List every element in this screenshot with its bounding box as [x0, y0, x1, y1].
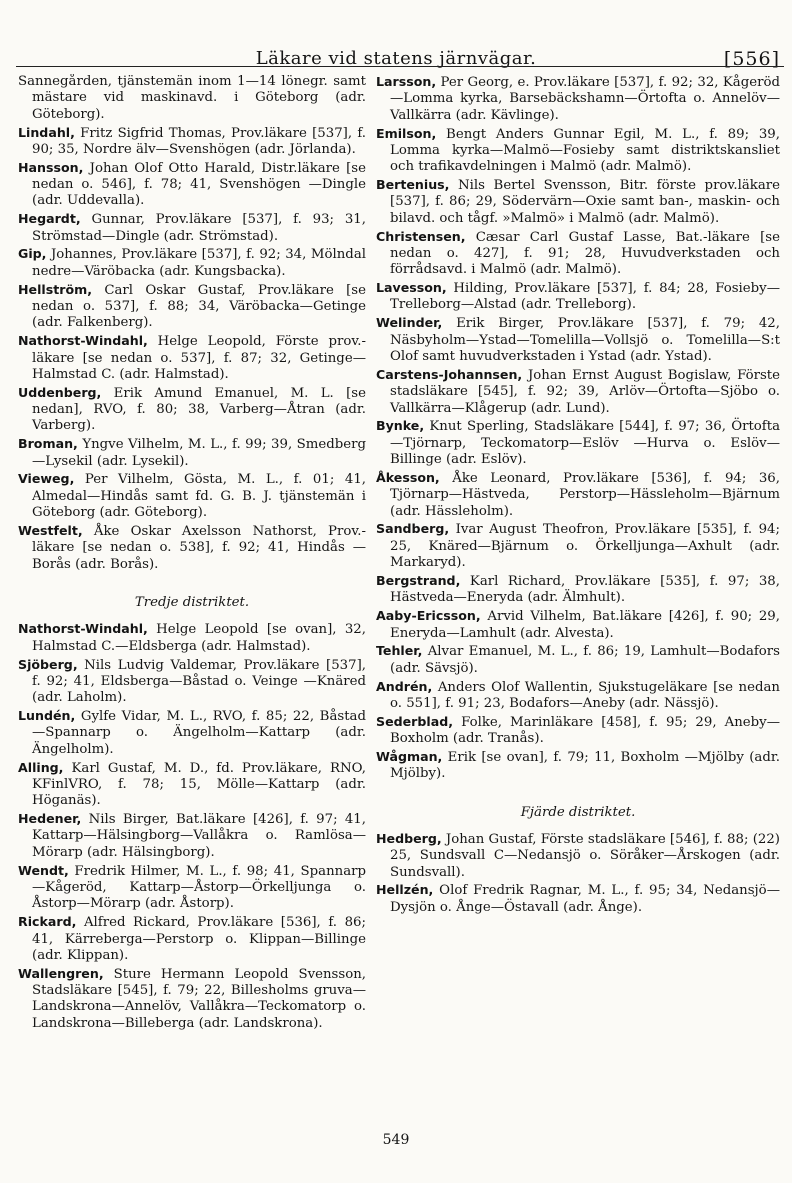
entry-text: Erik [se ovan], f. 79; 11, Boxholm —Mjölby (adr. Mjölby).	[390, 749, 780, 782]
entry-name: Christensen,	[376, 228, 466, 244]
entry-name: Hedener,	[18, 811, 82, 827]
entry-name: Westfelt,	[18, 522, 83, 538]
entry-text: Per Vilhelm, Gösta, M. L., f. 01; 41, Almedal—Hindås samt fd. G. B. J. tjänstemän i Göteborg (adr. Göteborg).	[32, 472, 366, 521]
entry-name: Nathorst-Windahl,	[18, 333, 148, 349]
entry-name: Tehler,	[376, 643, 423, 659]
entry	[376, 679, 780, 713]
entry	[18, 708, 366, 758]
entry-name: Lavesson,	[376, 280, 447, 296]
entry-list-a	[376, 74, 780, 783]
entry-text: Fredrik Hilmer, M. L., f. 98; 41, Spannarp—Kågeröd, Kattarp—Åstorp—Örkelljunga o. Åstorp—Mörarp (adr. Åstorp).	[32, 863, 366, 912]
entry-text: Karl Gustaf, M. D., fd. Prov.läkare, RNO, KFinlVRO, f. 78; 15, Mölle—Kattarp (adr. Höganäs).	[32, 760, 366, 809]
entry	[18, 966, 366, 1032]
entry	[18, 811, 366, 861]
entry-name: Åkesson,	[376, 469, 440, 485]
entry-text: Helge Leopold [se ovan], 32, Halmstad C.—Eldsberga (adr. Halmstad).	[32, 622, 366, 654]
entry	[18, 760, 366, 810]
entry	[18, 74, 366, 123]
entry-name: Wendt,	[18, 862, 69, 878]
entry-text: Erik Birger, Prov.läkare [537], f. 79; 42, Näsbyholm—Ystad—Tomelilla—Vollsjö o. Tomelilla—S:t Olof samt huvudverkstaden i Ystad (adr. Ystad).	[390, 316, 780, 364]
entry-name: Sjöberg,	[18, 656, 78, 672]
entry-name: Bynke,	[376, 418, 425, 434]
entry-text: Sannegården, tjänstemän inom 1—14 lönegr. samt mästare vid maskinavd. i Göteborg (adr. Göteborg).	[18, 74, 366, 122]
entry-list-b	[376, 831, 780, 916]
entry-text: Folke, Marinläkare [458], f. 95; 29, Aneby—Boxholm (adr. Tranås).	[390, 714, 780, 747]
entry-name: Andrén,	[376, 678, 433, 694]
entry-name: Bergstrand,	[376, 572, 461, 588]
entry-text: Karl Richard, Prov.läkare [535], f. 97; 38, Hästveda—Eneryda (adr. Älmhult).	[390, 573, 780, 606]
entry-name: Aaby-Ericsson,	[376, 608, 481, 624]
entry-text: Nils Birger, Bat.läkare [426], f. 97; 41, Kattarp—Hälsingborg—Vallåkra o. Ramlösa—Mörarp (adr. Hälsingborg).	[32, 812, 366, 860]
entry	[18, 914, 366, 964]
entry	[18, 160, 366, 210]
entry-text: Erik Amund Emanuel, M. L. [se nedan], RVO, f. 80; 38, Varberg—Åtran (adr. Varberg).	[32, 385, 366, 434]
entry-name: Carstens-Johannsen,	[376, 366, 523, 382]
entry-text: Åke Leonard, Prov.läkare [536], f. 94; 36, Tjörnarp—Hästveda, Perstorp—Hässleholm—Bjärnum (adr. Hässleholm).	[390, 470, 780, 519]
entry-text: Gylfe Vidar, M. L., RVO, f. 85; 22, Båstad—Spannarp o. Ängelholm—Kattarp (adr. Ängelholm).	[32, 709, 366, 757]
entry-name: Hedberg,	[376, 830, 442, 846]
entry-name: Hellzén,	[376, 882, 434, 898]
entry	[376, 74, 780, 124]
right-column	[376, 74, 780, 1114]
entry	[376, 229, 780, 279]
entry-name: Emilson,	[376, 125, 437, 141]
entry	[376, 418, 780, 468]
entry	[18, 246, 366, 280]
entry-text: Hilding, Prov.läkare [537], f. 84; 28, Fosieby—Trelleborg—Alstad (adr. Trelleborg).	[390, 281, 780, 313]
entry-text: Cæsar Carl Gustaf Lasse, Bat.-läkare [se nedan o. 427], f. 91; 28, Huvudverkstaden och förrådsavd. i Malmö (adr. Malmö).	[390, 229, 780, 278]
section-heading-tredje: Tredje distriktet.	[134, 594, 250, 610]
entry	[376, 643, 780, 677]
entry-text: Åke Oskar Axelsson Nathorst, Prov.-läkare [se nedan o. 538], f. 92; 41, Hindås —Borås (adr. Borås).	[32, 523, 366, 572]
entry	[376, 882, 780, 916]
entry	[18, 471, 366, 521]
entry	[18, 125, 366, 159]
entry-text: Sture Hermann Leopold Svensson, Stadsläkare [545], f. 79; 22, Billesholms gruva—Landskrona—Annelöv, Vallåkra—Teckomatorp o. Landskrona—Billeberga (adr. Landskrona).	[32, 966, 366, 1031]
entry-name: Welinder,	[376, 315, 443, 331]
entry-name: Hellström,	[18, 281, 93, 297]
entry-list-a	[18, 74, 366, 573]
entry	[18, 211, 366, 245]
entry-text: Alfred Rickard, Prov.läkare [536], f. 86; 41, Kärreberga—Perstorp o. Klippan—Billinge (adr. Klippan).	[32, 915, 366, 963]
entry-text: Fritz Sigfrid Thomas, Prov.läkare [537], f. 90; 35, Nordre älv—Svenshögen (adr. Jörlanda).	[32, 125, 366, 157]
left-column	[18, 74, 366, 1114]
entry-name: Hansson,	[18, 159, 84, 175]
entry	[376, 177, 780, 227]
entry	[376, 831, 780, 881]
entry-name: Wallengren,	[18, 965, 104, 981]
entry-name: Lundén,	[18, 708, 76, 724]
entry-text: Johan Gustaf, Förste stadsläkare [546], f. 88; (22) 25, Sundsvall C—Nedansjö o. Söråker—Årskogen (adr. Sundsvall).	[390, 831, 780, 880]
entry-name: Uddenberg,	[18, 384, 102, 400]
entry-name: Larsson,	[376, 74, 437, 89]
page-number: [556]	[723, 48, 780, 70]
entry-text: Yngve Vilhelm, M. L., f. 99; 39, Smedberg—Lysekil (adr. Lysekil).	[32, 437, 366, 469]
entry	[376, 280, 780, 314]
folio-number: 549	[382, 1132, 410, 1148]
entry	[18, 621, 366, 655]
entry-text: Olof Fredrik Ragnar, M. L., f. 95; 34, Nedansjö—Dysjön o. Ånge—Östavall (adr. Ånge).	[390, 883, 780, 915]
entry-text: Ivar August Theofron, Prov.läkare [535], f. 94; 25, Knäred—Bjärnum o. Örkelljunga—Axhult (adr. Markaryd).	[390, 522, 780, 571]
page-title: Läkare vid statens järnvägar.	[255, 48, 537, 69]
entry-text: Johannes, Prov.läkare [537], f. 92; 34, Mölndal nedre—Väröbacka (adr. Kungsbacka).	[32, 247, 366, 279]
entry-text: Arvid Vilhelm, Bat.läkare [426], f. 90; 29, Eneryda—Lamhult (adr. Alvesta).	[390, 609, 780, 641]
entry-text: Nils Ludvig Valdemar, Prov.läkare [537], f. 92; 41, Eldsberga—Båstad o. Veinge —Knäred (adr. Laholm).	[32, 657, 366, 706]
entry-name: Lindahl,	[18, 124, 75, 140]
entry-name: Alling,	[18, 759, 64, 775]
entry-name: Rickard,	[18, 914, 77, 930]
entry	[18, 863, 366, 913]
entry	[18, 436, 366, 470]
entry-text: Johan Olof Otto Harald, Distr.läkare [se nedan o. 546], f. 78; 41, Svenshögen —Dingle (adr. Uddevalla).	[32, 160, 366, 209]
entry-text: Anders Olof Wallentin, Sjukstugeläkare [se nedan o. 551], f. 91; 23, Bodafors—Aneby (adr. Nässjö).	[390, 679, 780, 711]
entry	[376, 573, 780, 607]
entry-name: Sandberg,	[376, 521, 450, 537]
entry-name: Gip,	[18, 246, 47, 262]
entry	[376, 608, 780, 642]
entry-name: Sederblad,	[376, 713, 454, 729]
page-header	[0, 30, 792, 70]
entry	[18, 523, 366, 573]
entry	[376, 315, 780, 365]
entry	[18, 385, 366, 435]
entry-text: Carl Oskar Gustaf, Prov.läkare [se nedan o. 537], f. 88; 34, Väröbacka—Getinge (adr. Falkenberg).	[32, 282, 366, 331]
entry-name: Vieweg,	[18, 471, 75, 487]
entry-text: Per Georg, e. Prov.läkare [537], f. 92; 32, Kågeröd—Lomma kyrka, Barsebäckshamn—Örtofta o. Annelöv—Vallkärra (adr. Kävlinge).	[390, 75, 780, 123]
entry	[376, 714, 780, 748]
entry-text: Bengt Anders Gunnar Egil, M. L., f. 89; 39, Lomma kyrka—Malmö—Fosieby samt distriktskansliet och trafikavdelningen i Malmö (adr. Malmö).	[390, 126, 780, 175]
entry	[18, 333, 366, 383]
entry	[18, 657, 366, 707]
entry-name: Broman,	[18, 436, 78, 452]
entry	[376, 470, 780, 520]
entry-text: Knut Sperling, Stadsläkare [544], f. 97; 36, Örtofta—Tjörnarp, Teckomatorp—Eslöv —Hurva o. Eslöv—Billinge (adr. Eslöv).	[390, 419, 780, 468]
entry-name: Hegardt,	[18, 211, 81, 227]
entry	[376, 126, 780, 176]
entry	[18, 282, 366, 332]
entry-name: Bertenius,	[376, 177, 450, 193]
entry-text: Helge Leopold, Förste prov.-läkare [se nedan o. 537], f. 87; 32, Getinge—Halmstad C. (adr. Halmstad).	[32, 334, 366, 382]
header-rule	[16, 66, 784, 67]
entry-list-b	[18, 621, 366, 1032]
entry-name: Nathorst-Windahl,	[18, 621, 148, 637]
entry-text: Johan Ernst August Bogislaw, Förste stadsläkare [545], f. 92; 39, Arlöv—Örtofta—Sjöbo o. Vallkärra—Klågerup (adr. Lund).	[390, 367, 780, 416]
entry-text: Nils Bertel Svensson, Bitr. förste prov.läkare [537], f. 86; 29, Södervärn—Oxie samt ban-, maskin- och bilavd. och tågf. »Malmö» i Malmö (adr. Malmö).	[390, 178, 780, 226]
section-heading-fjarde: Fjärde distriktet.	[520, 804, 636, 820]
entry	[376, 749, 780, 783]
entry	[376, 521, 780, 571]
entry-name: Wågman,	[376, 748, 443, 764]
entry-text: Gunnar, Prov.läkare [537], f. 93; 31, Strömstad—Dingle (adr. Strömstad).	[32, 212, 366, 244]
entry-text: Alvar Emanuel, M. L., f. 86; 19, Lamhult—Bodafors (adr. Sävsjö).	[390, 644, 780, 676]
entry	[376, 367, 780, 417]
